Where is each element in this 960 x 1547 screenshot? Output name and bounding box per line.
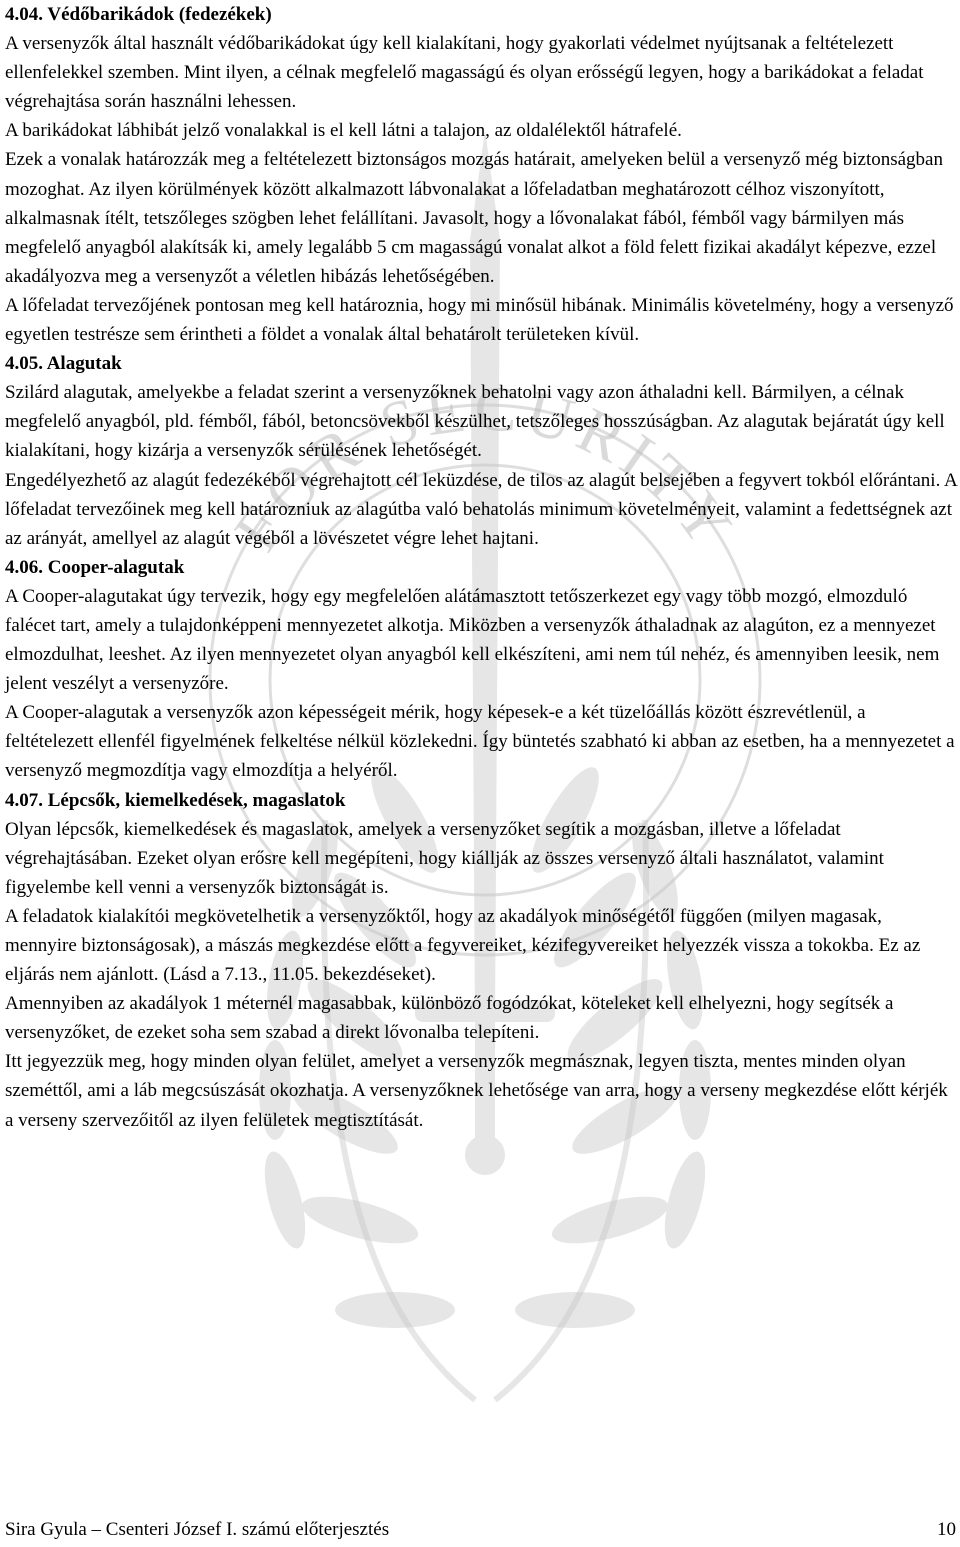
paragraph: A feladatok kialakítói megkövetelhetik a versenyzőktől, hogy az akadályok minőségétől függően (milyen magasak, mennyire biztonságosak), a mászás megkezdése előtt a fegyvereiket, kézifegyvereiket helyezzék vissza a tokokba. Ez az eljárás nem ajánlott. (Lásd a 7.13., 11.05. bekezdéseket). xyxy=(5,905,921,986)
document-body xyxy=(5,0,957,1135)
paragraph: A barikádokat lábhibát jelző vonalakkal is el kell látni a talajon, az oldalélektől hátrafelé. xyxy=(5,120,682,142)
paragraph: A lőfeladat tervezőjének pontosan meg kell határoznia, hogy mi minősül hibának. Minimális követelmény, hogy a versenyző egyetlen testrésze sem érintheti a földet a vonalak által behatárolt területeken kívül. xyxy=(5,294,954,346)
paragraph: Amennyiben az akadályok 1 méternél magasabbak, különböző fogódzókat, köteleket kell elhelyezni, hogy segítsék a versenyzőket, de ezeket soha sem szabad a direkt lővonalba telepíteni. xyxy=(5,993,894,1044)
section-4-05 xyxy=(5,349,957,553)
footer-author: Sira Gyula – Csenteri József I. számú előterjesztés xyxy=(5,1519,390,1540)
section-heading: 4.06. Cooper-alagutak xyxy=(5,556,185,578)
paragraph: Itt jegyezzük meg, hogy minden olyan felület, amelyet a versenyzők megmásznak, legyen tiszta, mentes minden olyan szeméttől, ami a láb megcsúszását okozhatja. A versenyzőknek lehetősége van arra, hogy a verseny megkezdése előtt kérjék a verseny szervezőitől az ilyen felületek megtisztítását. xyxy=(5,1051,948,1131)
section-heading: 4.05. Alagutak xyxy=(5,353,122,375)
section-heading: 4.07. Lépcsők, kiemelkedések, magaslatok xyxy=(5,789,346,811)
paragraph: A Cooper-alagutak a versenyzők azon képességeit mérik, hogy képesek-e a két tüzelőállás között észrevétlenül, a feltételezett ellenfél figyelmének felkeltése nélkül közlekedni. Így büntetés szabható ki abban az esetben, ha a mennyezetet a versenyző megmozdítja vagy elmozdítja a helyéről. xyxy=(5,702,955,782)
section-4-07 xyxy=(5,786,957,1135)
section-4-06 xyxy=(5,553,957,786)
page-number: 10 xyxy=(937,1519,956,1540)
paragraph: Olyan lépcsők, kiemelkedések és magaslatok, amelyek a versenyzőket segítik a mozgásban, illetve a lőfeladat végrehajtásában. Ezeket olyan erősre kell megépíteni, hogy kiállják az összes versenyző általi használatot, valamint figyelembe kell venni a versenyzők biztonságát is. xyxy=(5,818,884,898)
section-4-04 xyxy=(5,0,957,349)
watermark-text: FOR SECURITY xyxy=(220,372,750,564)
page-footer xyxy=(5,1518,956,1542)
paragraph: A versenyzők által használt védőbarikádokat úgy kell kialakítani, hogy gyakorlati védelmet nyújtsanak a feltételezett ellenfelekkel szemben. Mint ilyen, a célnak megfelelő magasságú és olyan erősségű legyen, hogy a barikádokat a feladat végrehajtása során használni lehessen. xyxy=(5,33,924,113)
paragraph: A Cooper-alagutakat úgy tervezik, hogy egy megfelelően alátámasztott tetőszerkezet egy vagy több mozgó, elmozduló falécet tart, amely a tulajdonképpeni mennyezetet alkotja. Miközben a versenyzők áthaladnak az alagúton, ez a mennyezet elmozdulhat, leeshet. Az ilyen mennyezetet olyan anyagból kell elkészíteni, ami nem túl nehéz, és amennyiben leesik, nem jelent veszélyt a versenyzőre. xyxy=(5,585,940,695)
section-heading: 4.04. Védőbarikádok (fedezékek) xyxy=(5,4,272,25)
paragraph: Engedélyezhető az alagút fedezékéből végrehajtott cél leküzdése, de tilos az alagút belsejében a fegyvert tokból előrántani. A lőfeladat tervezőinek meg kell határozniuk az alagútba való behatolás minimum követelményeit, valamint a fedettségnek azt az arányát, amellyel az alagút végéből a lövészetet végre lehet hajtani. xyxy=(5,469,957,549)
paragraph: Szilárd alagutak, amelyekbe a feladat szerint a versenyzőknek behatolni vagy azon áthaladni kell. Bármilyen, a célnak megfelelő anyagból, pld. fémből, fából, betoncsövekből készülhet, tetszőleges hosszúságban. Az alagutak bejáratát úgy kell kialakítani, hogy kizárja a versenyzők sérülésének lehetőségét. xyxy=(5,382,945,462)
paragraph: Ezek a vonalak határozzák meg a feltételezett biztonságos mozgás határait, amelyeken belül a versenyző még biztonságban mozoghat. Az ilyen körülmények között alkalmazott lábvonalakat a lőfeladatban meghatározott célhoz viszonyított, alkalmasnak ítélt, tetszőleges szögben lehet felállítani. Javasolt, hogy a lővonalakat fából, fémből vagy bármilyen más megfelelő anyagból alakítsák ki, amely legalább 5 cm magasságú vonalat alkot a föld felett fizikai akadályt képezve, ezzel akadályozva meg a versenyzőt a véletlen hibázás lehetőségében. xyxy=(5,149,943,287)
